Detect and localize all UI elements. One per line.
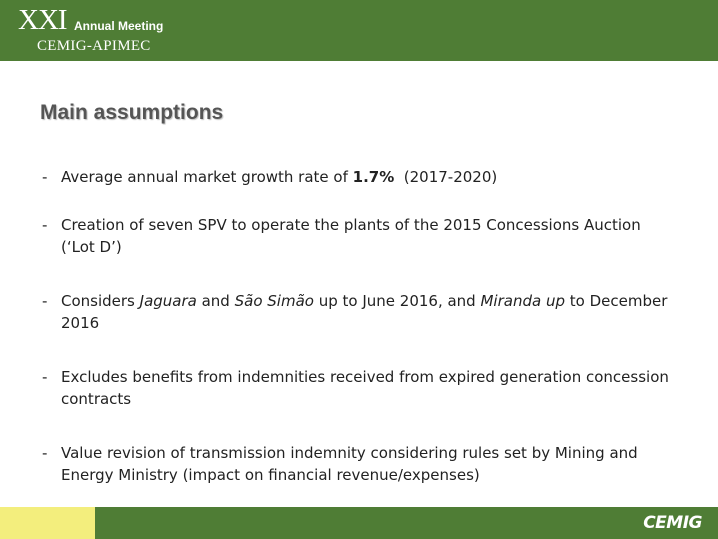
- event-edition: XXI: [18, 4, 67, 36]
- plant-name: Miranda up: [480, 292, 565, 310]
- slide-title: Main assumptions: [40, 101, 224, 124]
- bullet-text: Excludes benefits from indemnities received from expired generation concession contracts: [61, 368, 669, 408]
- bullet-dash: -: [42, 216, 48, 234]
- list-item: [40, 442, 670, 486]
- event-title: Annual Meeting: [74, 19, 164, 33]
- list-item: [40, 214, 670, 258]
- header-bar: [0, 0, 718, 61]
- plant-name: São Simão: [234, 292, 314, 310]
- list-item: [40, 366, 670, 410]
- bullet-text: and: [196, 292, 235, 310]
- list-item: [40, 290, 670, 334]
- bullet-text: (2017-2020): [394, 168, 498, 186]
- bullet-text: Average annual market growth rate of: [61, 168, 353, 186]
- bullet-text: Considers: [61, 292, 140, 310]
- bullet-dash: -: [42, 368, 48, 386]
- bullet-dash: -: [42, 168, 48, 186]
- bullet-text: up to June 2016, and: [313, 292, 481, 310]
- footer-bar: [95, 507, 718, 539]
- bullet-text: to December 2016: [61, 292, 668, 332]
- bullet-dash: -: [42, 292, 48, 310]
- event-organization: CEMIG-APIMEC: [37, 38, 151, 54]
- list-item: [40, 166, 670, 188]
- bullet-text: Creation of seven SPV to operate the plants of the 2015 Concessions Auction (‘Lot D’): [61, 216, 641, 256]
- cemig-logo: CEMIG: [643, 513, 702, 533]
- plant-name: Jaguara: [139, 292, 197, 310]
- footer-accent: [0, 507, 95, 539]
- assumptions-list: [40, 166, 670, 486]
- growth-rate-value: 1.7%: [352, 168, 395, 186]
- bullet-dash: -: [42, 444, 48, 462]
- bullet-text: Value revision of transmission indemnity considering rules set by Mining and Energy Ministry (impact on financial revenue/expenses): [61, 444, 638, 484]
